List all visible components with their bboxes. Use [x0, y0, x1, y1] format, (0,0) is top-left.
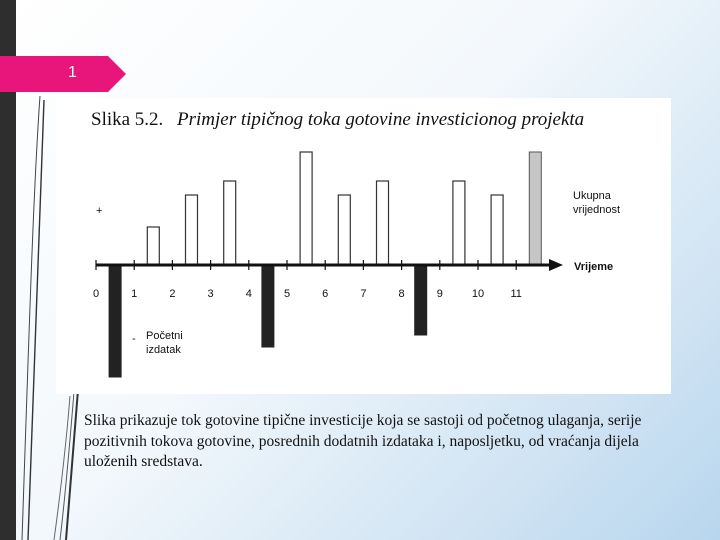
tick-label-3: 3 — [207, 288, 214, 300]
tick-label-2: 2 — [169, 288, 176, 300]
figure-panel — [56, 98, 671, 394]
bar-period-2-positive — [186, 195, 198, 265]
axis-label-time: Vrijeme — [574, 261, 614, 273]
tick-label-6: 6 — [322, 288, 329, 300]
minus-sign: - — [132, 333, 136, 345]
bar-period-4-negative — [262, 265, 274, 347]
tick-label-4: 4 — [245, 288, 252, 300]
tick-label-11: 11 — [510, 288, 522, 300]
figure-title-prefix: Slika 5.2. — [91, 109, 164, 130]
tick-label-0: 0 — [92, 288, 100, 300]
bar-period-5-positive — [300, 152, 312, 265]
bar-period-11-total — [529, 152, 541, 265]
time-axis-arrowhead — [549, 259, 563, 271]
tab-arrow — [108, 56, 126, 92]
tick-label-9: 9 — [436, 288, 443, 300]
bar-period-6-positive — [338, 195, 350, 265]
bar-period-8-negative — [415, 265, 427, 335]
slide-caption: Slika prikazuje tok gotovine tipične investicije koja se sastoji od početnog ulaganja, serije pozitivnih tokova gotovine, posrednih dodatnih izdataka i, naposljetku, od vraćanja dijela uloženih sredstava. — [84, 412, 642, 470]
bar-period-1-positive — [147, 227, 159, 265]
tick-label-8: 8 — [398, 288, 405, 300]
slide-number-tab — [0, 56, 108, 92]
legend-total-line2: vrijednost — [573, 204, 621, 216]
tick-label-7: 7 — [360, 288, 367, 300]
initial-outlay-line2: izdatak — [146, 344, 181, 356]
figure-title: Primjer tipičnog toka gotovine investicionog projekta — [177, 109, 585, 130]
legend-total-line1: Ukupna — [573, 190, 611, 202]
bar-period-0-negative — [109, 265, 121, 377]
initial-outlay-line1: Početni — [146, 330, 183, 342]
bar-period-7-positive — [377, 181, 389, 265]
bar-period-3-positive — [224, 181, 236, 265]
tick-label-1: 1 — [131, 288, 138, 300]
plus-sign: + — [96, 205, 103, 217]
cash-flow-chart — [56, 98, 671, 394]
bar-period-10-positive — [491, 195, 503, 265]
bar-period-9-positive — [453, 181, 465, 265]
slide-number: 1 — [68, 64, 77, 81]
tick-label-5: 5 — [283, 288, 291, 300]
tick-label-10: 10 — [471, 288, 485, 300]
